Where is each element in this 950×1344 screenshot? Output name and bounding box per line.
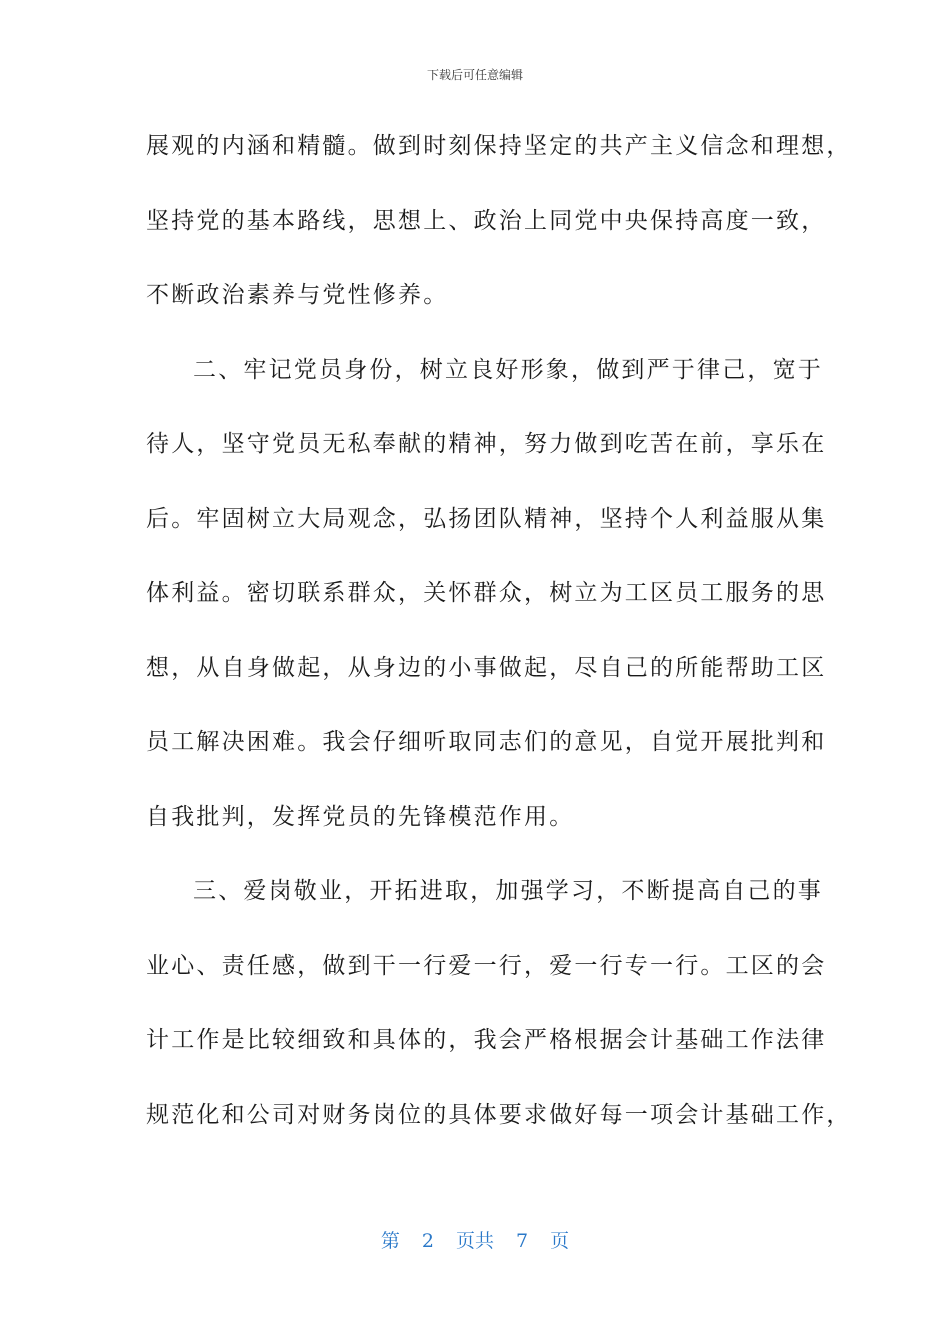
text-line: 业心、责任感，做到干一行爱一行，爱一行专一行。工区的会 — [146, 952, 827, 979]
text-line: 坚持党的基本路线，思想上、政治上同党中央保持高度一致， — [146, 207, 827, 234]
text-line: 体利益。密切联系群众，关怀群众，树立为工区员工服务的思 — [146, 580, 827, 606]
footer-total-pages: 7 — [516, 1230, 529, 1252]
text-line: 自我批判，发挥党员的先锋模范作用。 — [146, 803, 575, 830]
text-line: 规范化和公司对财务岗位的具体要求做好每一项会计基础工作， — [146, 1101, 852, 1128]
page-footer — [0, 1226, 950, 1253]
footer-prefix: 第 — [380, 1230, 400, 1252]
paragraph-first-line: 二、牢记党员身份，树立良好形象，做到严于律己，宽于 — [193, 356, 823, 383]
footer-page-number: 2 — [421, 1230, 434, 1252]
text-line: 不断政治素养与党性修养。 — [146, 282, 449, 308]
document-body — [146, 128, 852, 1171]
text-line: 员工解决困难。我会仔细听取同志们的意见，自觉开展批判和 — [146, 729, 827, 755]
paragraph-first-line: 三、爱岗敬业，开拓进取，加强学习，不断提高自己的事 — [193, 878, 823, 904]
text-line: 后。牢固树立大局观念，弘扬团队精神，坚持个人利益服从集 — [146, 505, 827, 532]
page-header: 下载后可任意编辑 — [426, 68, 523, 82]
footer-middle: 页共 — [455, 1230, 494, 1252]
footer-suffix: 页 — [550, 1230, 570, 1252]
text-line: 展观的内涵和精髓。做到时刻保持坚定的共产主义信念和理想， — [146, 133, 852, 159]
text-line: 计工作是比较细致和具体的，我会严格根据会计基础工作法律 — [146, 1027, 827, 1053]
text-line: 想，从自身做起，从身边的小事做起，尽自己的所能帮助工区 — [146, 654, 827, 681]
text-line: 待人，坚守党员无私奉献的精神，努力做到吃苦在前，享乐在 — [146, 431, 827, 457]
